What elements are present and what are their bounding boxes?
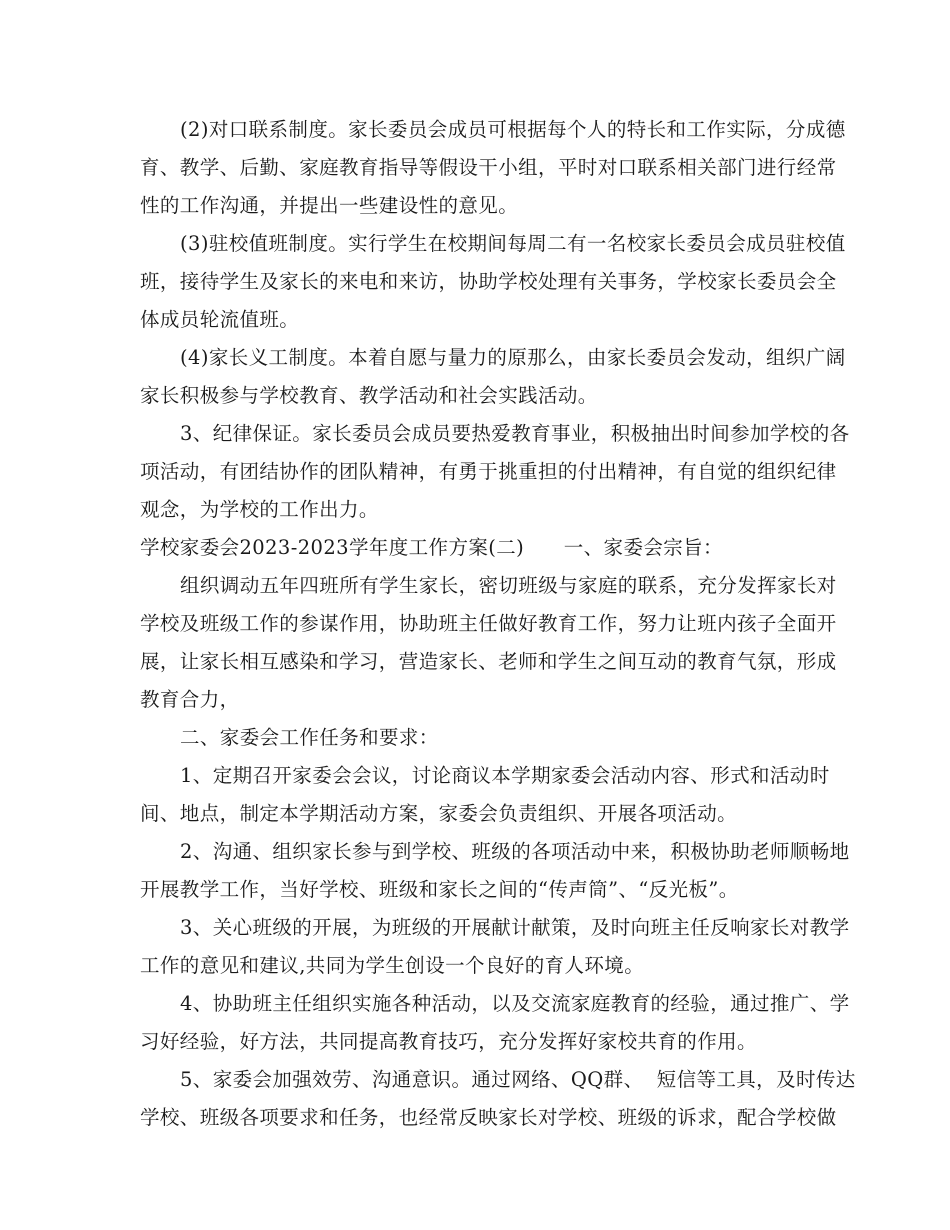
paragraph-line: 工作的意见和建议,共同为学生创设一个良好的育人环境。 [140, 954, 645, 977]
paragraph-line: (4)家长义工制度。本着自愿与量力的原那么，由家长委员会发动，组织广阔 [180, 346, 846, 369]
paragraph-line: 学校、班级各项要求和任务，也经常反映家长对学校、班级的诉求，配合学校做 [140, 1106, 837, 1129]
paragraph-line: 学校及班级工作的参谋作用，协助班主任做好教育工作，努力让班内孩子全面开 [140, 612, 837, 635]
paragraph-line: 项活动，有团结协作的团队精神，有勇于挑重担的付出精神，有自觉的组织纪律 [140, 460, 837, 483]
paragraph-line: 性的工作沟通，并提出一些建设性的意见。 [140, 194, 519, 217]
paragraph-line: 2、沟通、组织家长参与到学校、班级的各项活动中来，积极协助老师顺畅地 [180, 840, 850, 863]
paragraph-line: 1、定期召开家委会会议，讨论商议本学期家委会活动内容、形式和活动时 [180, 764, 830, 787]
paragraph-line: 育、教学、后勤、家庭教育指导等假设干小组，平时对口联系相关部门进行经常 [140, 156, 837, 179]
section-title-line: 学校家委会2023-2023学年度工作方案(二) 一、家委会宗旨： [140, 536, 723, 559]
paragraph-line: 习好经验，好方法，共同提高教育技巧，充分发挥好家校共育的作用。 [140, 1030, 757, 1053]
paragraph-line: (3)驻校值班制度。实行学生在校期间每周二有一名校家长委员会成员驻校值 [180, 232, 846, 255]
paragraph-line: 开展教学工作，当好学校、班级和家长之间的“传声筒”、“反光板”。 [140, 878, 739, 901]
paragraph-line: 间、地点，制定本学期活动方案，家委会负责组织、开展各项活动。 [140, 802, 738, 825]
paragraph-line: (2)对口联系制度。家长委员会成员可根据每个人的特长和工作实际，分成德 [180, 118, 846, 141]
paragraph-line: 3、纪律保证。家长委员会成员要热爱教育事业，积极抽出时间参加学校的各 [180, 422, 850, 445]
paragraph-line: 家长积极参与学校教育、教学活动和社会实践活动。 [140, 384, 598, 407]
paragraph-line: 班，接待学生及家长的来电和来访，协助学校处理有关事务，学校家长委员会全 [140, 270, 837, 293]
paragraph-line: 组织调动五年四班所有学生家长，密切班级与家庭的联系，充分发挥家长对 [180, 574, 837, 597]
paragraph-line: 4、协助班主任组织实施各种活动，以及交流家庭教育的经验，通过推广、学 [180, 992, 850, 1015]
paragraph-line: 展，让家长相互感染和学习，营造家长、老师和学生之间互动的教育气氛，形成 [140, 650, 837, 673]
section-heading: 二、家委会工作任务和要求： [180, 726, 439, 749]
paragraph-line: 5、家委会加强效劳、沟通意识。通过网络、QQ群、 短信等工具，及时传达 [180, 1068, 856, 1091]
paragraph-line: 体成员轮流值班。 [140, 308, 300, 331]
paragraph-line: 3、关心班级的开展，为班级的开展献计献策，及时向班主任反响家长对教学 [180, 916, 850, 939]
paragraph-line: 教育合力， [140, 688, 240, 711]
paragraph-line: 观念，为学校的工作出力。 [140, 498, 379, 521]
